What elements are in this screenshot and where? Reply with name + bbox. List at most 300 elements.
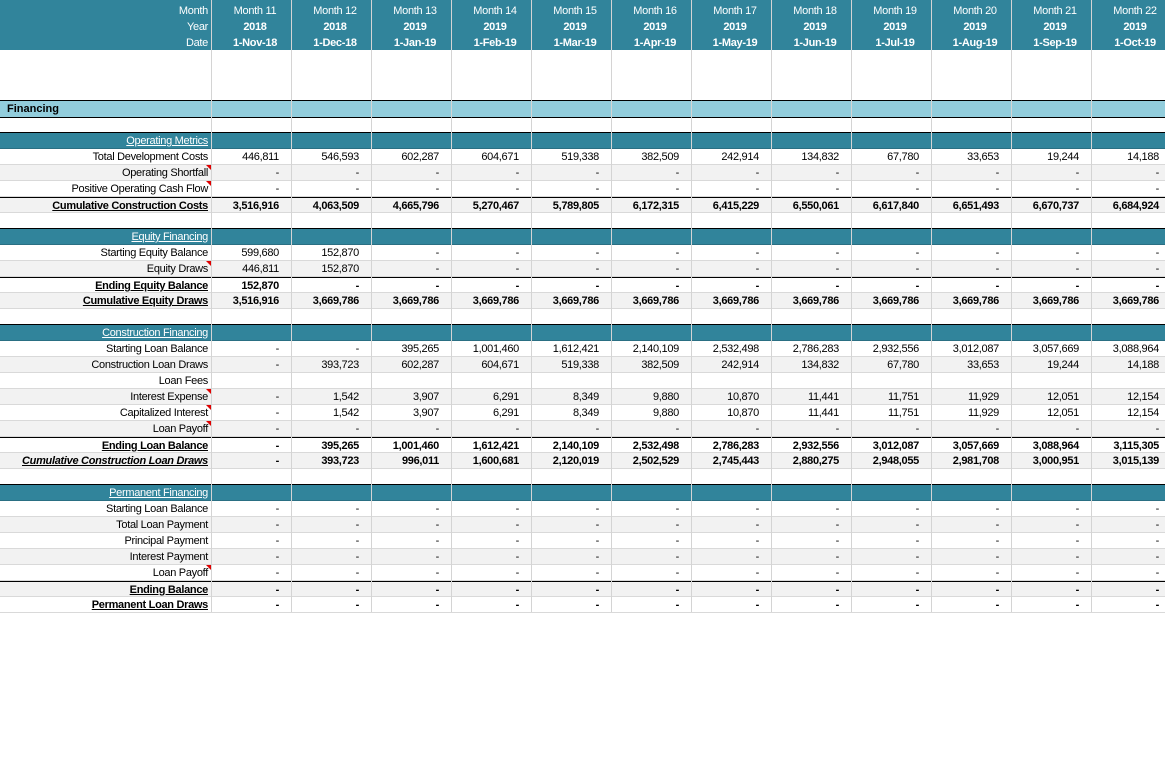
value-cell[interactable]: - — [355, 519, 359, 531]
value-cell[interactable]: 134,832 — [801, 359, 839, 371]
value-cell[interactable]: 11,929 — [967, 407, 999, 419]
value-cell[interactable]: - — [835, 584, 839, 596]
value-cell[interactable]: 546,593 — [321, 151, 359, 163]
value-cell[interactable]: - — [1075, 423, 1079, 435]
value-cell[interactable]: - — [355, 280, 359, 292]
value-cell[interactable]: - — [435, 535, 439, 547]
value-cell[interactable]: 3,057,669 — [1032, 343, 1079, 355]
value-cell[interactable]: - — [915, 599, 919, 611]
value-cell[interactable]: 3,669,786 — [712, 295, 759, 307]
value-cell[interactable]: 9,880 — [652, 407, 679, 419]
value-cell[interactable]: 19,244 — [1047, 359, 1079, 371]
value-cell[interactable]: - — [1155, 423, 1159, 435]
value-cell[interactable]: - — [595, 263, 599, 275]
value-cell[interactable]: - — [755, 535, 759, 547]
value-cell[interactable]: - — [995, 503, 999, 515]
value-cell[interactable]: 242,914 — [721, 359, 759, 371]
value-cell[interactable]: 10,870 — [727, 407, 759, 419]
value-cell[interactable]: - — [675, 503, 679, 515]
value-cell[interactable]: - — [275, 167, 279, 179]
value-cell[interactable]: 3,012,087 — [952, 343, 999, 355]
value-cell[interactable]: - — [755, 423, 759, 435]
value-cell[interactable]: 12,154 — [1127, 391, 1159, 403]
row-label[interactable] — [0, 582, 211, 596]
value-cell[interactable]: - — [435, 584, 439, 596]
value-cell[interactable]: - — [355, 183, 359, 195]
value-cell[interactable]: - — [835, 503, 839, 515]
value-cell[interactable]: 12,051 — [1047, 407, 1079, 419]
value-cell[interactable]: 2,532,498 — [632, 440, 679, 452]
value-cell[interactable]: 152,870 — [321, 247, 359, 259]
value-cell[interactable]: - — [515, 280, 519, 292]
value-cell[interactable]: - — [435, 167, 439, 179]
value-cell[interactable]: 1,600,681 — [472, 455, 519, 467]
value-cell[interactable]: - — [595, 247, 599, 259]
value-cell[interactable]: 393,723 — [321, 455, 359, 467]
value-cell[interactable]: - — [275, 551, 279, 563]
value-cell[interactable]: 3,115,305 — [1113, 440, 1159, 452]
value-cell[interactable]: 1,542 — [332, 391, 359, 403]
row-label[interactable] — [0, 245, 211, 260]
value-cell[interactable]: - — [1075, 167, 1079, 179]
value-cell[interactable]: - — [755, 519, 759, 531]
value-cell[interactable]: 2,502,529 — [632, 455, 679, 467]
value-cell[interactable]: 393,723 — [321, 359, 359, 371]
value-cell[interactable]: - — [275, 343, 279, 355]
value-cell[interactable]: - — [835, 535, 839, 547]
value-cell[interactable]: - — [275, 391, 279, 403]
row-label[interactable] — [0, 181, 211, 196]
value-cell[interactable]: - — [1155, 519, 1159, 531]
value-cell[interactable]: 3,907 — [412, 407, 439, 419]
value-cell[interactable]: - — [915, 167, 919, 179]
value-cell[interactable]: - — [755, 584, 759, 596]
value-cell[interactable]: 2,745,443 — [712, 455, 759, 467]
value-cell[interactable]: - — [995, 247, 999, 259]
value-cell[interactable]: 6,651,493 — [952, 200, 999, 212]
row-label[interactable] — [0, 198, 211, 212]
value-cell[interactable]: 3,012,087 — [872, 440, 919, 452]
row-label-text: Loan Payoff — [152, 567, 208, 579]
value-cell[interactable]: - — [1155, 551, 1159, 563]
value-cell[interactable]: - — [355, 343, 359, 355]
value-cell[interactable]: - — [835, 263, 839, 275]
value-cell[interactable]: - — [995, 423, 999, 435]
value-cell[interactable]: 4,665,796 — [392, 200, 439, 212]
value-cell[interactable]: 3,669,786 — [952, 295, 999, 307]
value-cell[interactable]: - — [435, 503, 439, 515]
value-cell[interactable]: - — [1155, 503, 1159, 515]
value-cell[interactable]: 3,088,964 — [1112, 343, 1159, 355]
value-cell[interactable] — [291, 373, 371, 388]
value-cell[interactable]: - — [835, 183, 839, 195]
value-cell[interactable]: - — [675, 567, 679, 579]
value-cell[interactable]: - — [595, 584, 599, 596]
value-cell[interactable]: - — [1075, 584, 1079, 596]
value-cell[interactable]: - — [995, 535, 999, 547]
value-cell[interactable]: - — [515, 535, 519, 547]
value-cell[interactable]: - — [755, 247, 759, 259]
value-cell[interactable]: - — [595, 280, 599, 292]
value-cell[interactable]: - — [755, 167, 759, 179]
value-cell[interactable]: 2,981,708 — [952, 455, 999, 467]
value-cell[interactable]: - — [275, 407, 279, 419]
value-cell[interactable]: - — [515, 599, 519, 611]
value-cell[interactable]: - — [915, 584, 919, 596]
row-label[interactable] — [0, 597, 211, 612]
value-cell[interactable]: - — [355, 551, 359, 563]
value-cell[interactable]: 8,349 — [572, 391, 599, 403]
value-cell[interactable]: - — [515, 263, 519, 275]
value-cell[interactable]: - — [515, 584, 519, 596]
value-cell[interactable]: - — [1155, 599, 1159, 611]
value-cell[interactable]: - — [355, 503, 359, 515]
value-cell[interactable]: - — [835, 423, 839, 435]
value-cell[interactable]: - — [995, 167, 999, 179]
value-cell[interactable]: 395,265 — [401, 343, 439, 355]
value-cell[interactable]: - — [435, 263, 439, 275]
value-cell[interactable]: 6,617,840 — [872, 200, 919, 212]
value-cell[interactable]: - — [275, 423, 279, 435]
value-cell[interactable]: - — [1155, 263, 1159, 275]
value-cell[interactable]: - — [835, 280, 839, 292]
value-cell[interactable]: 519,338 — [561, 151, 599, 163]
value-cell[interactable] — [611, 373, 691, 388]
value-cell[interactable]: - — [915, 535, 919, 547]
value-cell[interactable]: 6,550,061 — [792, 200, 839, 212]
value-cell[interactable]: - — [355, 423, 359, 435]
row-label[interactable] — [0, 533, 211, 548]
value-cell[interactable]: - — [515, 567, 519, 579]
value-cell[interactable]: - — [595, 567, 599, 579]
value-cell[interactable]: - — [675, 183, 679, 195]
value-cell[interactable]: 6,684,924 — [1112, 200, 1159, 212]
value-cell[interactable]: 2,932,556 — [872, 343, 919, 355]
value-cell[interactable]: - — [675, 551, 679, 563]
row-label[interactable] — [0, 405, 211, 420]
value-cell[interactable]: 19,244 — [1047, 151, 1079, 163]
value-cell[interactable] — [931, 373, 1011, 388]
row-label[interactable] — [0, 438, 211, 452]
value-cell[interactable]: - — [355, 567, 359, 579]
value-cell[interactable] — [451, 373, 531, 388]
value-cell[interactable]: - — [755, 503, 759, 515]
value-cell[interactable]: 152,870 — [321, 263, 359, 275]
value-cell[interactable]: 134,832 — [801, 151, 839, 163]
value-cell[interactable]: 2,140,109 — [632, 343, 679, 355]
value-cell[interactable]: - — [995, 280, 999, 292]
value-cell[interactable]: 5,270,467 — [472, 200, 519, 212]
value-cell[interactable]: - — [755, 280, 759, 292]
value-cell[interactable]: 1,612,421 — [552, 343, 599, 355]
value-cell[interactable]: - — [835, 247, 839, 259]
value-cell[interactable]: - — [435, 551, 439, 563]
value-cell[interactable]: - — [755, 183, 759, 195]
value-cell[interactable]: - — [595, 167, 599, 179]
value-cell[interactable]: 8,349 — [572, 407, 599, 419]
value-cell[interactable]: 5,789,805 — [552, 200, 599, 212]
row-label[interactable] — [0, 341, 211, 356]
value-cell[interactable]: 2,786,283 — [792, 343, 839, 355]
value-cell[interactable] — [771, 373, 851, 388]
value-cell[interactable]: - — [515, 519, 519, 531]
value-cell[interactable]: - — [1075, 567, 1079, 579]
value-cell[interactable]: 1,001,460 — [472, 343, 519, 355]
value-cell[interactable]: - — [1155, 535, 1159, 547]
value-cell[interactable] — [1091, 373, 1165, 388]
value-cell[interactable]: 3,907 — [412, 391, 439, 403]
row-label[interactable] — [0, 501, 211, 516]
value-cell[interactable]: 446,811 — [242, 151, 279, 163]
value-cell[interactable]: 11,751 — [887, 407, 919, 419]
value-cell[interactable]: 3,000,951 — [1032, 455, 1079, 467]
value-cell[interactable]: - — [675, 263, 679, 275]
value-cell[interactable]: - — [515, 183, 519, 195]
value-cell[interactable]: 11,441 — [807, 391, 839, 403]
value-cell[interactable] — [1011, 373, 1091, 388]
value-cell[interactable] — [371, 373, 451, 388]
value-cell[interactable]: - — [515, 503, 519, 515]
value-cell[interactable]: 242,914 — [721, 151, 759, 163]
value-cell[interactable]: - — [995, 584, 999, 596]
value-cell[interactable]: 2,880,275 — [792, 455, 839, 467]
value-cell[interactable]: 14,188 — [1127, 151, 1159, 163]
value-cell[interactable]: - — [1155, 183, 1159, 195]
value-cell[interactable]: 3,669,786 — [392, 295, 439, 307]
row-label[interactable] — [0, 357, 211, 372]
value-cell[interactable]: 67,780 — [887, 151, 919, 163]
value-cell[interactable]: 6,291 — [492, 391, 519, 403]
value-cell[interactable]: - — [1155, 567, 1159, 579]
value-cell[interactable]: 6,291 — [492, 407, 519, 419]
value-cell[interactable]: 2,932,556 — [792, 440, 839, 452]
value-cell[interactable]: - — [915, 263, 919, 275]
row-label[interactable] — [0, 421, 211, 436]
value-cell[interactable]: - — [515, 551, 519, 563]
value-cell[interactable] — [851, 373, 931, 388]
row-label[interactable] — [0, 278, 211, 292]
row-label[interactable] — [0, 293, 211, 308]
value-cell[interactable]: - — [755, 567, 759, 579]
value-cell[interactable]: 6,415,229 — [712, 200, 759, 212]
value-cell[interactable]: 382,509 — [641, 151, 679, 163]
value-cell[interactable]: - — [995, 519, 999, 531]
value-cell[interactable]: - — [515, 167, 519, 179]
value-cell[interactable]: - — [275, 599, 279, 611]
value-cell[interactable]: 3,015,139 — [1112, 455, 1159, 467]
row-label[interactable] — [0, 261, 211, 276]
value-cell[interactable]: 33,653 — [967, 151, 999, 163]
value-cell[interactable]: 3,669,786 — [1112, 295, 1159, 307]
value-cell[interactable]: - — [995, 599, 999, 611]
value-cell[interactable]: 12,154 — [1127, 407, 1159, 419]
value-cell[interactable]: 602,287 — [401, 151, 439, 163]
value-cell[interactable]: - — [915, 551, 919, 563]
value-cell[interactable]: - — [515, 423, 519, 435]
value-cell[interactable]: - — [675, 280, 679, 292]
value-cell[interactable]: - — [1075, 280, 1079, 292]
value-cell[interactable]: - — [1075, 599, 1079, 611]
value-cell[interactable]: - — [435, 599, 439, 611]
value-cell[interactable]: - — [355, 584, 359, 596]
value-cell[interactable]: - — [835, 167, 839, 179]
value-cell[interactable]: 3,669,786 — [472, 295, 519, 307]
value-cell[interactable] — [691, 373, 771, 388]
value-cell[interactable]: - — [275, 567, 279, 579]
value-cell[interactable]: - — [595, 551, 599, 563]
value-cell[interactable]: - — [1075, 247, 1079, 259]
value-cell[interactable]: - — [595, 503, 599, 515]
value-cell[interactable]: 446,811 — [242, 263, 279, 275]
value-cell[interactable]: - — [1075, 503, 1079, 515]
value-cell[interactable]: 11,751 — [887, 391, 919, 403]
value-cell[interactable]: - — [675, 247, 679, 259]
value-cell[interactable]: - — [595, 519, 599, 531]
value-cell[interactable]: - — [675, 535, 679, 547]
value-cell[interactable]: - — [755, 263, 759, 275]
value-cell[interactable]: - — [275, 584, 279, 596]
row-label[interactable] — [0, 549, 211, 564]
value-cell[interactable]: - — [275, 535, 279, 547]
value-cell[interactable]: - — [1075, 183, 1079, 195]
value-cell[interactable]: 11,441 — [807, 407, 839, 419]
value-cell[interactable]: - — [275, 440, 279, 452]
value-cell[interactable]: 3,516,916 — [232, 295, 279, 307]
row-label[interactable] — [0, 565, 211, 580]
row-label[interactable] — [0, 373, 211, 388]
value-cell[interactable]: - — [435, 519, 439, 531]
value-cell[interactable]: - — [835, 551, 839, 563]
value-cell[interactable]: - — [915, 280, 919, 292]
value-cell[interactable]: - — [595, 599, 599, 611]
value-cell[interactable]: - — [1075, 551, 1079, 563]
value-cell[interactable]: 2,948,055 — [872, 455, 919, 467]
value-cell[interactable]: - — [915, 503, 919, 515]
value-cell[interactable]: 1,542 — [332, 407, 359, 419]
row-label[interactable] — [0, 453, 211, 468]
value-cell[interactable]: 6,670,737 — [1032, 200, 1079, 212]
value-cell[interactable]: 1,001,460 — [392, 440, 439, 452]
value-cell[interactable]: 2,786,283 — [712, 440, 759, 452]
value-cell[interactable]: 599,680 — [241, 247, 279, 259]
value-cell[interactable]: - — [435, 280, 439, 292]
value-cell[interactable]: - — [995, 263, 999, 275]
value-cell[interactable]: 604,671 — [481, 151, 519, 163]
value-cell[interactable]: - — [595, 423, 599, 435]
value-cell[interactable]: 996,011 — [401, 455, 439, 467]
value-cell[interactable]: - — [355, 599, 359, 611]
value-cell[interactable]: - — [835, 567, 839, 579]
value-cell[interactable]: - — [1075, 535, 1079, 547]
value-cell[interactable]: - — [435, 183, 439, 195]
value-cell[interactable]: 3,669,786 — [552, 295, 599, 307]
value-cell[interactable]: 3,057,669 — [952, 440, 999, 452]
value-cell[interactable]: - — [275, 183, 279, 195]
value-cell[interactable]: - — [1155, 247, 1159, 259]
value-cell[interactable]: 3,669,786 — [872, 295, 919, 307]
value-cell[interactable]: - — [1075, 519, 1079, 531]
value-cell[interactable]: - — [515, 247, 519, 259]
value-cell[interactable]: 4,063,509 — [312, 200, 359, 212]
value-cell[interactable]: 3,088,964 — [1032, 440, 1079, 452]
value-cell[interactable]: - — [995, 183, 999, 195]
value-cell[interactable]: 10,870 — [727, 391, 759, 403]
value-cell[interactable]: - — [595, 535, 599, 547]
value-cell[interactable]: 33,653 — [967, 359, 999, 371]
value-cell[interactable]: - — [275, 455, 279, 467]
value-cell[interactable]: 604,671 — [481, 359, 519, 371]
value-cell[interactable]: - — [355, 167, 359, 179]
row-label[interactable] — [0, 165, 211, 180]
row-label[interactable] — [0, 389, 211, 404]
value-cell[interactable]: 602,287 — [401, 359, 439, 371]
value-cell[interactable]: - — [435, 567, 439, 579]
value-cell[interactable]: - — [1155, 280, 1159, 292]
value-cell[interactable]: - — [435, 423, 439, 435]
value-cell[interactable]: 11,929 — [967, 391, 999, 403]
value-cell[interactable]: 395,265 — [321, 440, 359, 452]
value-cell[interactable]: - — [915, 519, 919, 531]
value-cell[interactable]: - — [1155, 167, 1159, 179]
value-cell[interactable]: 3,669,786 — [632, 295, 679, 307]
value-cell[interactable]: - — [435, 247, 439, 259]
value-cell[interactable]: - — [275, 519, 279, 531]
value-cell[interactable]: - — [755, 599, 759, 611]
value-cell[interactable]: 14,188 — [1127, 359, 1159, 371]
value-cell[interactable]: - — [675, 423, 679, 435]
value-cell[interactable]: - — [835, 599, 839, 611]
value-cell[interactable]: 12,051 — [1047, 391, 1079, 403]
value-cell[interactable]: 382,509 — [641, 359, 679, 371]
value-cell[interactable]: - — [275, 359, 279, 371]
value-cell[interactable]: 9,880 — [652, 391, 679, 403]
value-cell[interactable]: - — [1075, 263, 1079, 275]
row-label[interactable] — [0, 517, 211, 532]
value-cell[interactable]: - — [675, 584, 679, 596]
value-cell[interactable]: 2,532,498 — [712, 343, 759, 355]
value-cell[interactable] — [531, 373, 611, 388]
value-cell[interactable]: - — [995, 567, 999, 579]
value-cell[interactable]: 1,612,421 — [472, 440, 519, 452]
value-cell[interactable]: - — [995, 551, 999, 563]
value-cell[interactable]: 3,516,916 — [232, 200, 279, 212]
value-cell[interactable]: 2,120,019 — [552, 455, 599, 467]
value-cell[interactable]: 3,669,786 — [1032, 295, 1079, 307]
value-cell[interactable]: 3,669,786 — [792, 295, 839, 307]
value-cell[interactable]: - — [275, 503, 279, 515]
value-cell[interactable]: - — [755, 551, 759, 563]
value-cell[interactable]: - — [355, 535, 359, 547]
value-cell[interactable]: - — [835, 519, 839, 531]
value-cell[interactable]: 152,870 — [241, 280, 279, 292]
value-cell[interactable]: 3,669,786 — [312, 295, 359, 307]
value-cell[interactable]: 67,780 — [887, 359, 919, 371]
value-cell[interactable]: - — [595, 183, 599, 195]
value-cell[interactable]: - — [915, 183, 919, 195]
value-cell[interactable]: - — [675, 599, 679, 611]
value-cell[interactable]: - — [1155, 584, 1159, 596]
value-cell[interactable] — [211, 373, 291, 388]
value-cell[interactable]: 2,140,109 — [552, 440, 599, 452]
value-cell[interactable]: 519,338 — [561, 359, 599, 371]
value-cell[interactable]: - — [915, 423, 919, 435]
value-cell[interactable]: - — [915, 247, 919, 259]
value-cell[interactable]: - — [915, 567, 919, 579]
value-cell[interactable]: - — [675, 167, 679, 179]
value-cell[interactable]: - — [675, 519, 679, 531]
value-cell[interactable]: 6,172,315 — [632, 200, 679, 212]
row-label[interactable] — [0, 149, 211, 164]
